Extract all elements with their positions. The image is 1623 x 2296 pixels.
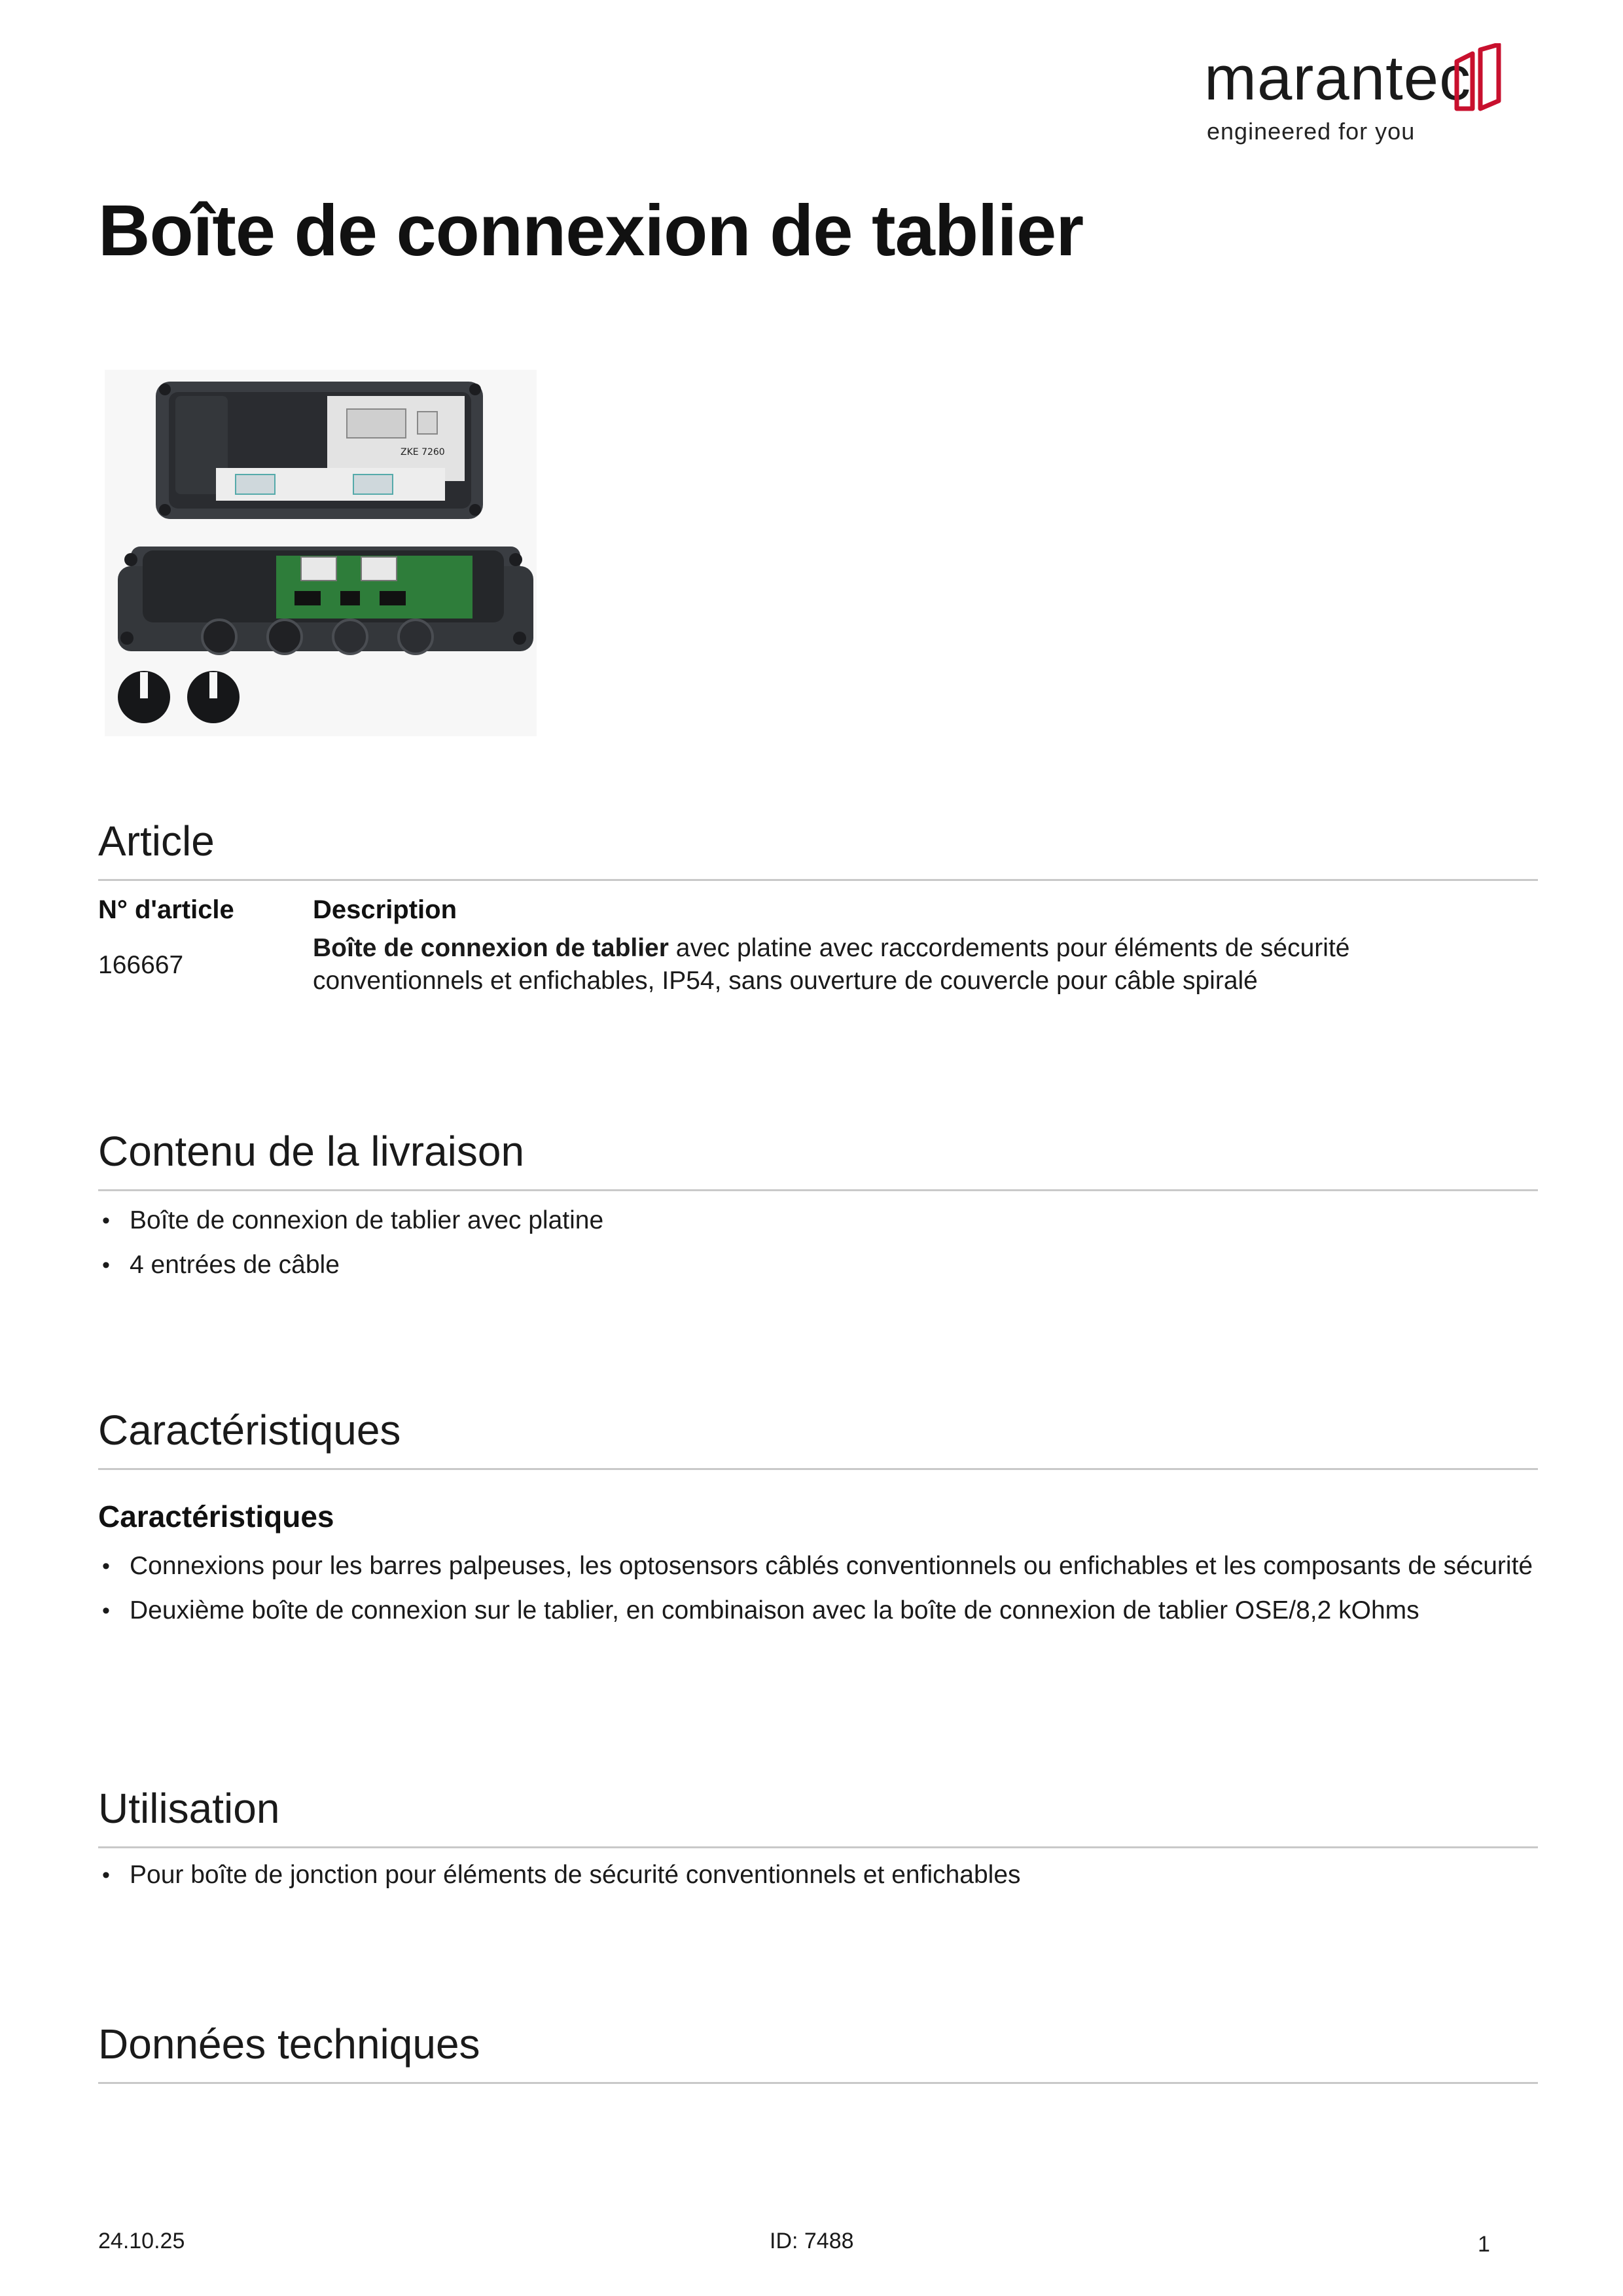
section-title-features: Caractéristiques — [98, 1407, 401, 1454]
article-number: 166667 — [98, 951, 184, 979]
brand-tagline: engineered for you — [1207, 118, 1416, 145]
product-image — [105, 370, 537, 736]
article-description-line2: conventionnels et enfichables, IP54, sans ouverture de couvercle pour câble spiralé — [313, 967, 1258, 995]
list-item: • Deuxième boîte de connexion sur le tablier, en combinaison avec la boîte de connexion de tablier OSE/8,2 kOhms — [98, 1594, 1538, 1627]
usage-list — [98, 1859, 1538, 1903]
image-label: ZKE 7260 — [401, 447, 445, 457]
brand-logo — [1204, 41, 1505, 152]
article-description-bold: Boîte de connexion de tablier — [313, 934, 669, 962]
divider — [98, 2082, 1538, 2084]
page-title: Boîte de connexion de tablier — [98, 190, 1084, 271]
brand-name: marantec — [1204, 43, 1472, 113]
page-number: 1 — [1478, 2232, 1490, 2257]
section-title-delivery: Contenu de la livraison — [98, 1128, 525, 1175]
list-item: • Connexions pour les barres palpeuses, les optosensors câblés conventionnels ou enfichables et les composants de sécurité — [98, 1550, 1538, 1583]
divider — [98, 879, 1538, 881]
divider — [98, 1189, 1538, 1191]
article-number-header: N° d'article — [98, 895, 234, 924]
divider — [98, 1846, 1538, 1848]
features-subtitle: Caractéristiques — [98, 1499, 334, 1534]
section-title-article: Article — [98, 817, 215, 865]
article-description-header: Description — [313, 895, 457, 924]
delivery-list — [98, 1204, 1538, 1293]
article-description-line1: avec platine avec raccordements pour éléments de sécurité — [668, 934, 1350, 962]
divider — [98, 1468, 1538, 1470]
list-item: • Boîte de connexion de tablier avec platine — [98, 1204, 1538, 1237]
section-title-usage: Utilisation — [98, 1785, 280, 1832]
features-list — [98, 1550, 1538, 1639]
footer-date: 24.10.25 — [98, 2229, 185, 2253]
section-title-technical: Données techniques — [98, 2020, 480, 2068]
list-item: • Pour boîte de jonction pour éléments de sécurité conventionnels et enfichables — [98, 1859, 1538, 1892]
list-item: • 4 entrées de câble — [98, 1249, 1538, 1282]
footer-id: ID: 7488 — [770, 2229, 854, 2253]
article-description — [313, 932, 1537, 997]
brand-mark-icon — [1453, 43, 1505, 115]
